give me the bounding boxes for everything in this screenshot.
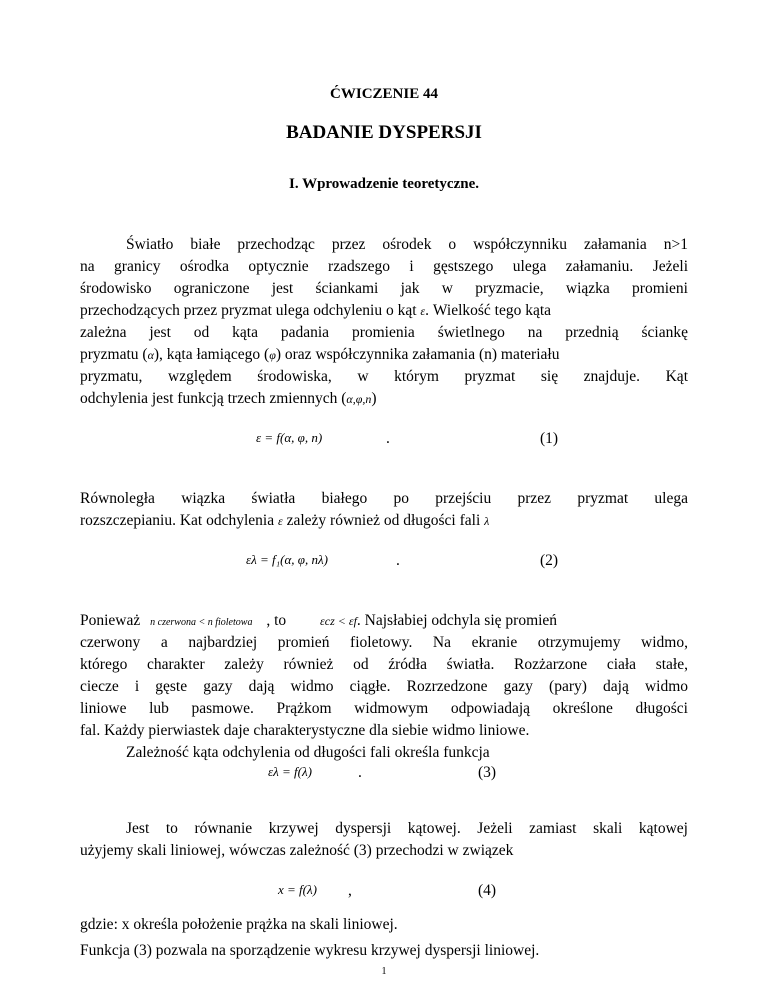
para4-line1: Jest to równanie krzywej dyspersji kątowej. Jeżeli zamiast skali kątowej — [126, 820, 688, 837]
alpha-symbol: α — [147, 348, 154, 362]
equation-1-number: (1) — [540, 430, 559, 447]
para3-line5: liniowe lub pasmowe. Prążkom widmowym odpowiadają określone długości — [80, 700, 688, 717]
alpha-phi-n-symbols: α,φ,n — [346, 392, 372, 406]
para3-line1 — [80, 610, 688, 634]
para1-line7: pryzmatu, względem środowiska, w którym pryzmat się znajduje. Kąt — [80, 368, 688, 385]
para1-line1: Światło białe przechodząc przez ośrodek o współczynniku załamania n>1 — [126, 236, 688, 253]
equation-3-number: (3) — [478, 764, 497, 781]
equation-1-dot: . — [386, 430, 390, 447]
para5: gdzie: x określa położenie prążka na skali liniowej. — [80, 916, 398, 933]
equation-2-dot: . — [396, 552, 400, 569]
para3-line4: ciecze i gęste gazy dają widmo ciągłe. Rozrzedzone gazy (pary) dają widmo — [80, 678, 688, 695]
para1-line6 — [80, 344, 688, 366]
para3-line1-c: . Najsłabiej odchyla się promień — [356, 612, 558, 629]
equation-2: ελ = f₁(α, φ, nλ) — [246, 552, 328, 567]
epsilon-symbol: ε — [420, 304, 426, 318]
equation-4-dot: , — [348, 882, 352, 899]
para1-line4-b: . Wielkość tego kąta — [425, 302, 552, 319]
equation-2-number: (2) — [540, 552, 559, 569]
equation-4: x = f(λ) — [278, 882, 317, 897]
para6: Funkcja (3) pozwala na sporządzenie wykresu krzywej dyspersji liniowej. — [80, 942, 540, 959]
document-title: BADANIE DYSPERSJI — [286, 122, 482, 143]
section-heading: I. Wprowadzenie teoretyczne. — [289, 176, 479, 192]
equation-4-number: (4) — [478, 882, 497, 899]
para3-line2: czerwony a najbardziej promień fioletowy. Na ekranie otrzymujemy widmo, — [80, 634, 688, 651]
para1-line3: środowisko ograniczone jest ściankami jak w pryzmacie, wiązka promieni — [80, 280, 688, 297]
para2-line2 — [80, 510, 688, 532]
para1-line4-a: przechodzących przez pryzmat ulega odchyleniu o kąt — [80, 302, 417, 319]
para2-line2-a: rozszczepianiu. Kat odchylenia — [80, 512, 275, 529]
epsilon-symbol-2: ε — [277, 514, 283, 528]
para1-line2: na granicy ośrodka optycznie rzadszego i gęstszego ulega załamaniu. Jeżeli — [80, 258, 688, 275]
para3-line7: Zależność kąta odchylenia od długości fali określa funkcja — [126, 744, 490, 761]
equation-3: ελ = f(λ) — [268, 764, 312, 779]
exercise-number: ĆWICZENIE 44 — [330, 86, 438, 102]
para1-line5: zależna jest od kąta padania promienia świetlnego na przednią ściankę — [80, 324, 688, 341]
para1-line8-b: ) — [371, 390, 377, 407]
equation-1: ε = f(α, φ, n) — [256, 430, 323, 445]
para1-line4 — [80, 300, 688, 322]
para2-line1: Równoległa wiązka światła białego po przejściu przez pryzmat ulega — [80, 490, 688, 507]
para3-line6: fal. Każdy pierwiastek daje charakterystyczne dla siebie widmo liniowe. — [80, 722, 530, 739]
deflection-inequality: εcz < εf — [320, 614, 357, 628]
phi-symbol: φ — [269, 348, 276, 362]
para1-line6-c: ) oraz współczynnika załamania (n) materiału — [275, 346, 560, 363]
refractive-index-inequality: n czerwona < n fioletowa — [150, 617, 253, 628]
para1-line6-a: pryzmatu ( — [80, 346, 148, 363]
para4-line2: użyjemy skali liniowej, wówczas zależność (3) przechodzi w związek — [80, 842, 514, 859]
para1-line8 — [80, 388, 688, 410]
para3-line1-a: Ponieważ — [80, 612, 141, 629]
para3-line3: którego charakter zależy również od źródła światła. Rozżarzone ciała stałe, — [80, 656, 688, 673]
equation-3-dot: . — [358, 764, 362, 781]
para1-line8-a: odchylenia jest funkcją trzech zmiennych ( — [80, 390, 347, 407]
page-number: 1 — [381, 966, 387, 977]
para2-line2-b: zależy również od długości fali — [286, 512, 481, 529]
lambda-symbol: λ — [484, 514, 490, 528]
para3-line1-b: , to — [266, 612, 287, 629]
para1-line6-b: ), kąta łamiącego ( — [153, 346, 270, 363]
